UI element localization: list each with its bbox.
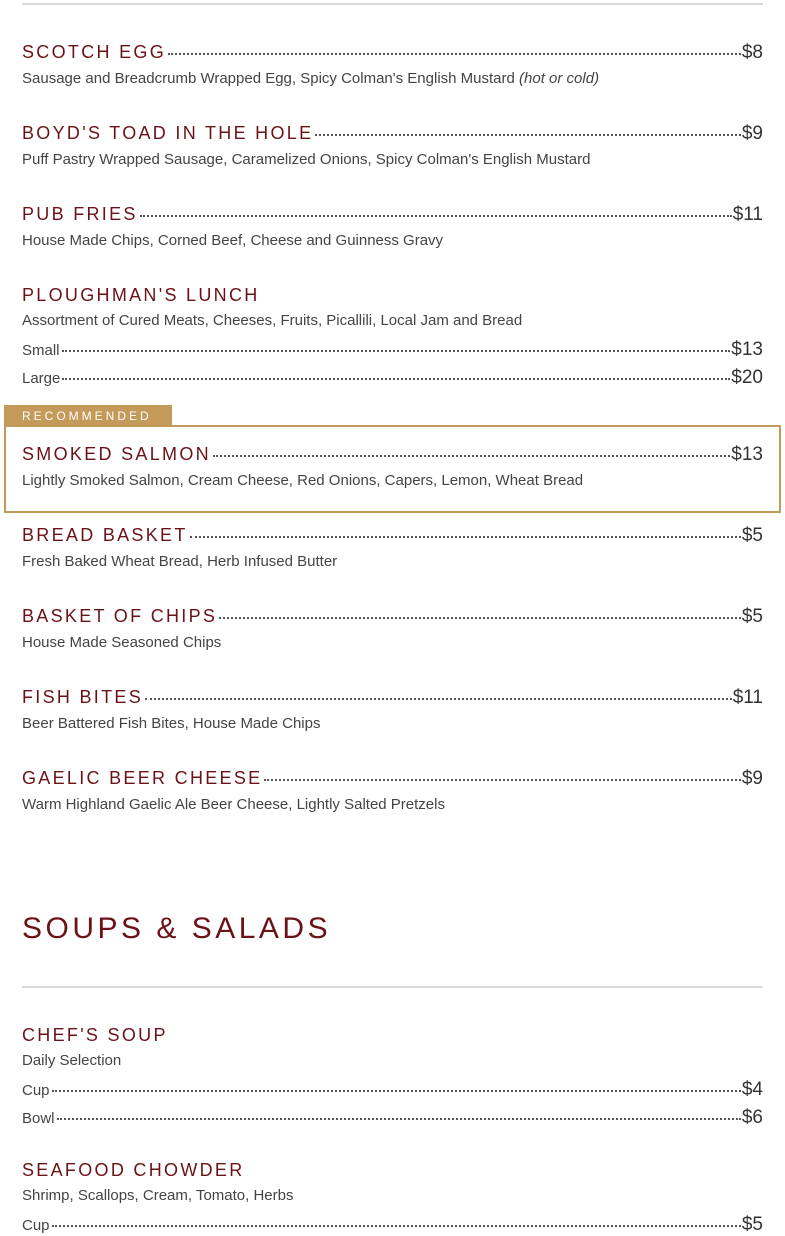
dot-leader xyxy=(57,1118,741,1120)
item-description: Shrimp, Scallops, Cream, Tomato, Herbs xyxy=(22,1187,294,1204)
menu-item-bread-basket xyxy=(22,525,763,570)
size-option xyxy=(22,1214,763,1236)
size-label: Bowl xyxy=(22,1110,55,1127)
recommended-badge: RECOMMENDED xyxy=(4,405,172,426)
dot-leader xyxy=(52,1090,741,1092)
menu-item-seafood-chowder xyxy=(22,1160,763,1236)
item-price: $8 xyxy=(741,42,763,63)
size-price: $5 xyxy=(741,1214,763,1235)
item-price: $11 xyxy=(732,204,763,225)
item-description: Fresh Baked Wheat Bread, Herb Infused Butter xyxy=(22,553,338,570)
menu-item-toad-in-the-hole xyxy=(22,123,763,168)
dot-leader xyxy=(264,779,740,781)
size-price: $4 xyxy=(741,1079,763,1100)
size-label: Cup xyxy=(22,1082,50,1099)
item-price: $5 xyxy=(741,606,763,627)
dot-leader xyxy=(140,215,732,217)
dot-leader xyxy=(190,536,741,538)
menu-item-ploughmans-lunch xyxy=(22,285,763,389)
size-option xyxy=(22,339,763,361)
menu-item-scotch-egg xyxy=(22,42,763,87)
item-name: BOYD'S TOAD IN THE HOLE xyxy=(22,123,314,143)
item-price: $13 xyxy=(731,444,763,465)
dot-leader xyxy=(52,1225,741,1227)
size-price: $6 xyxy=(741,1107,763,1128)
size-label: Small xyxy=(22,342,60,359)
dot-leader xyxy=(213,455,730,457)
item-description: House Made Seasoned Chips xyxy=(22,634,222,651)
menu-item-smoked-salmon xyxy=(22,444,763,489)
item-description: Puff Pastry Wrapped Sausage, Caramelized Onions, Spicy Colman's English Mustard xyxy=(22,151,591,168)
item-description: Daily Selection xyxy=(22,1052,122,1069)
item-name: GAELIC BEER CHEESE xyxy=(22,768,263,788)
item-description: Lightly Smoked Salmon, Cream Cheese, Red Onions, Capers, Lemon, Wheat Bread xyxy=(22,472,584,489)
item-name: BASKET OF CHIPS xyxy=(22,606,218,626)
item-name: FISH BITES xyxy=(22,687,144,707)
size-label: Large xyxy=(22,370,61,387)
dot-leader xyxy=(168,53,741,55)
item-name: SEAFOOD CHOWDER xyxy=(22,1160,245,1180)
dot-leader xyxy=(219,617,741,619)
section-title: SOUPS & SALADS xyxy=(22,912,332,945)
item-description: Beer Battered Fish Bites, House Made Chips xyxy=(22,715,321,732)
menu-item-chefs-soup xyxy=(22,1025,763,1129)
item-name: SCOTCH EGG xyxy=(22,42,167,62)
item-name: SMOKED SALMON xyxy=(22,444,211,464)
description-note: (hot or cold) xyxy=(519,70,600,87)
size-option xyxy=(22,1079,763,1101)
dot-leader xyxy=(62,378,730,380)
item-name: PLOUGHMAN'S LUNCH xyxy=(22,285,260,305)
item-description: Warm Highland Gaelic Ale Beer Cheese, Lightly Salted Pretzels xyxy=(22,796,445,813)
item-price: $11 xyxy=(732,687,763,708)
item-name: BREAD BASKET xyxy=(22,525,188,545)
item-description xyxy=(22,70,763,87)
dot-leader xyxy=(145,698,732,700)
size-label: Cup xyxy=(22,1217,50,1234)
item-price: $5 xyxy=(741,525,763,546)
top-divider xyxy=(22,3,763,5)
item-price: $9 xyxy=(741,768,763,789)
size-price: $20 xyxy=(731,367,763,388)
size-option xyxy=(22,1107,763,1129)
dot-leader xyxy=(315,134,740,136)
description-text: Sausage and Breadcrumb Wrapped Egg, Spicy Colman's English Mustard xyxy=(22,70,515,87)
size-option xyxy=(22,367,763,389)
size-price: $13 xyxy=(731,339,763,360)
item-name: PUB FRIES xyxy=(22,204,138,224)
item-name: CHEF'S SOUP xyxy=(22,1025,168,1045)
item-description: Assortment of Cured Meats, Cheeses, Fruits, Picallili, Local Jam and Bread xyxy=(22,312,523,329)
menu-item-fish-bites xyxy=(22,687,763,732)
menu-item-gaelic-beer-cheese xyxy=(22,768,763,813)
item-description: House Made Chips, Corned Beef, Cheese and Guinness Gravy xyxy=(22,232,444,249)
menu-item-pub-fries xyxy=(22,204,763,249)
section-divider xyxy=(22,986,763,988)
dot-leader xyxy=(62,350,731,352)
menu-item-basket-of-chips xyxy=(22,606,763,651)
item-price: $9 xyxy=(741,123,763,144)
